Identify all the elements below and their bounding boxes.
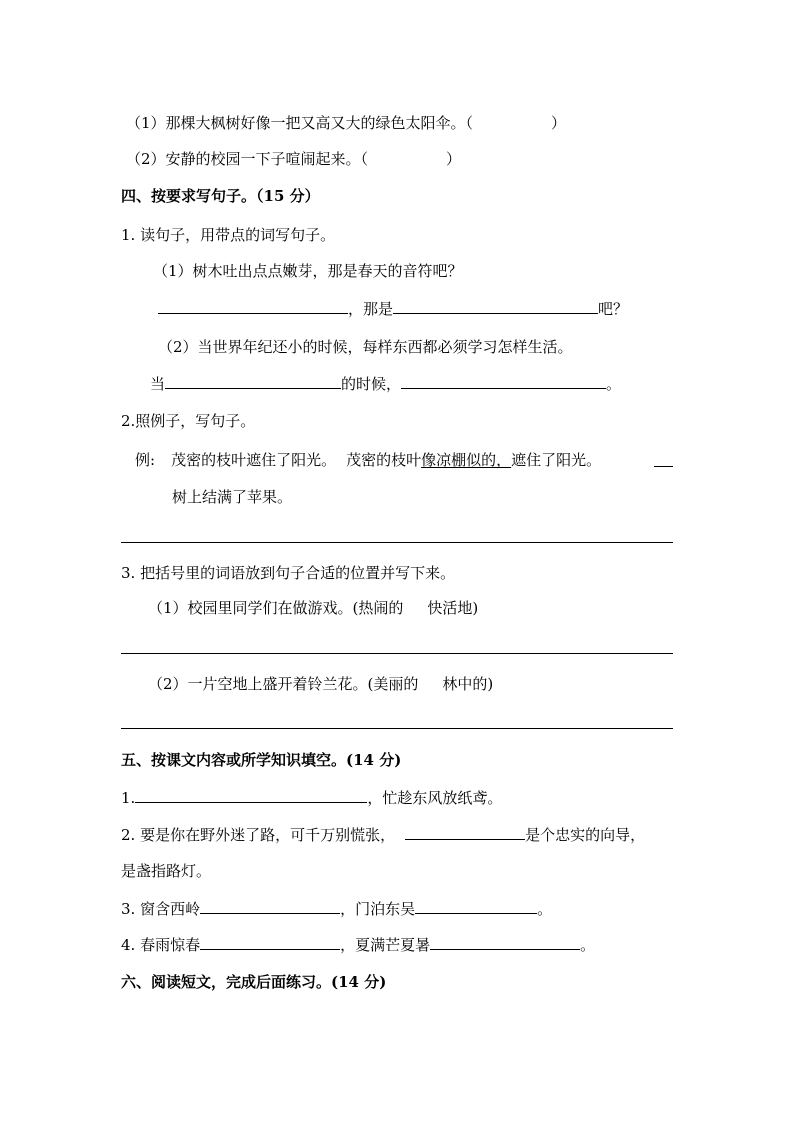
- answer-blank[interactable]: [654, 451, 673, 467]
- answer-blank[interactable]: [393, 298, 598, 314]
- answer-blank[interactable]: [405, 824, 525, 840]
- item-4-1-sub2: （2）当世界年纪还小的时候，每样东西都必须学习怎样生活。: [158, 338, 573, 356]
- answer-blank[interactable]: [200, 898, 340, 914]
- section-5-heading: 五、按课文内容或所学知识填空。(14 分): [121, 751, 402, 769]
- item-4-1-instruction: 1. 读句子，用带点的词写句子。: [121, 226, 336, 244]
- item-4-1-sub1: （1）树木吐出点点嫩芽，那是春天的音符吧？: [153, 262, 463, 280]
- answer-blank[interactable]: [135, 787, 367, 803]
- answer-blank[interactable]: [158, 298, 348, 314]
- answer-line[interactable]: [121, 728, 673, 729]
- answer-blank[interactable]: [200, 934, 340, 950]
- answer-blank[interactable]: [165, 373, 341, 389]
- question-3-2: （2）安静的校园一下子喧闹起来。（ ）: [126, 150, 462, 168]
- item-4-1-sub1-answer: ，那是 吧？: [158, 298, 628, 319]
- question-3-1: （1）那棵大枫树好像一把又高又大的绿色太阳伞。（ ）: [126, 114, 567, 132]
- section-6-heading: 六、阅读短文，完成后面练习。(14 分): [121, 973, 387, 991]
- item-5-1: 1. ，忙趁东风放纸鸢。: [121, 789, 503, 807]
- item-4-3-sub2: （2）一片空地上盛开着铃兰花。(美丽的 林中的): [148, 675, 494, 693]
- item-4-3-sub1: （1）校园里同学们在做游戏。(热闹的 快活地): [148, 599, 479, 617]
- item-5-2: 2. 要是你在野外迷了路，可千万别慌张， 是个忠实的向导，: [121, 826, 646, 844]
- answer-blank[interactable]: [430, 934, 580, 950]
- section-4-heading: 四、按要求写句子。（15 分）: [121, 187, 320, 205]
- answer-blank[interactable]: [401, 373, 606, 389]
- item-5-3: 3. 窗含西岭 ，门泊东吴 。: [121, 900, 553, 918]
- item-4-2-instruction: 2.照例子，写句子。: [121, 412, 256, 430]
- item-5-2-continued: 是盏指路灯。: [121, 862, 212, 880]
- answer-line[interactable]: [121, 542, 673, 543]
- item-5-4: 4. 春雨惊春 ，夏满芒夏暑 。: [121, 936, 596, 954]
- item-4-2-example: 例: 茂密的枝叶遮住了阳光。 茂密的枝叶像凉棚似的，遮住了阳光。: [135, 451, 602, 469]
- answer-line[interactable]: [121, 653, 673, 654]
- item-4-2-prompt: 树上结满了苹果。: [172, 488, 293, 506]
- item-4-3-instruction: 3. 把括号里的词语放到句子合适的位置并写下来。: [121, 564, 456, 582]
- answer-blank[interactable]: [415, 898, 537, 914]
- item-4-1-sub2-answer: 当 的时候， 。: [150, 375, 622, 393]
